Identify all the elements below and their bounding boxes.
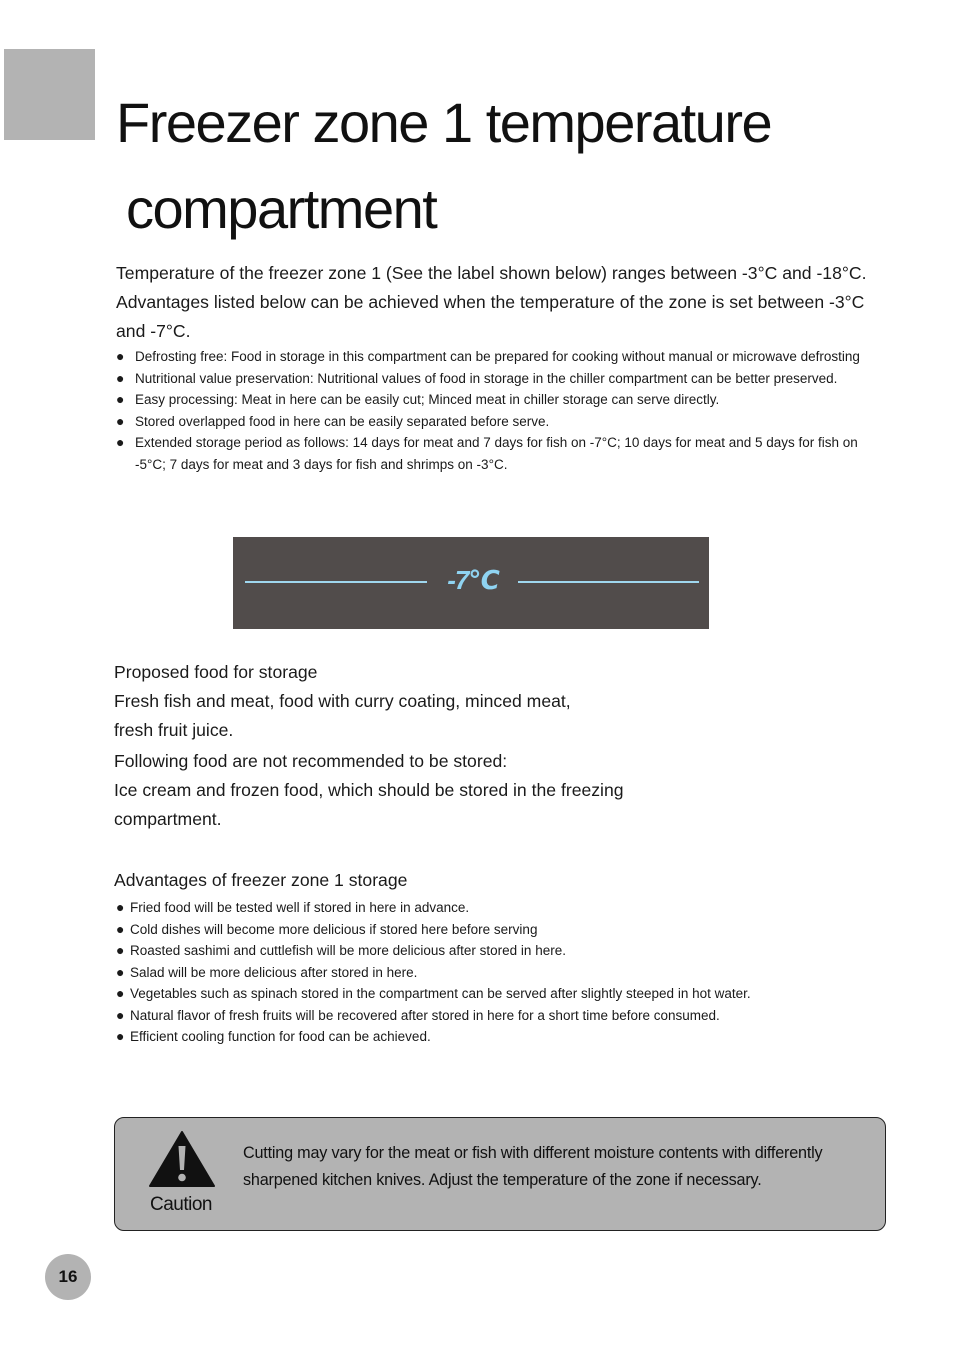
list-item	[116, 1005, 836, 1027]
storage-advantages-heading: Advantages of freezer zone 1 storage	[114, 870, 408, 890]
list-item	[116, 1026, 836, 1048]
list-item	[116, 389, 880, 411]
bullet-icon: ●	[116, 963, 125, 980]
bullet-icon: ●	[116, 920, 125, 937]
list-item	[116, 432, 880, 475]
list-item	[116, 962, 836, 984]
temperature-readout: -7℃	[447, 565, 499, 595]
bullet-icon: ●	[116, 348, 125, 364]
list-item-text: Vegetables such as spinach stored in the compartment can be served after slightly steeped in hot water.	[130, 986, 751, 1001]
bullet-icon: ●	[116, 899, 125, 915]
not-recommended-text-line2: compartment.	[114, 809, 222, 829]
display-line-left	[245, 581, 427, 583]
bullet-icon: ●	[116, 942, 125, 958]
list-item	[116, 411, 880, 433]
list-item-text: Nutritional value preservation: Nutritional values of food in storage in the chiller compartment can be better preserved.	[135, 370, 838, 386]
list-item-text: Defrosting free: Food in storage in this compartment can be prepared for cooking without manual or microwave defrosting	[135, 349, 860, 364]
warning-triangle-icon	[148, 1130, 216, 1188]
list-item	[116, 983, 836, 1005]
page-title-line2: compartment	[126, 177, 437, 240]
list-item	[116, 919, 836, 941]
page-title-line1: Freezer zone 1 temperature	[116, 91, 772, 154]
list-item-text: Extended storage period as follows: 14 days for meat and 7 days for fish on -7°C; 10 days for meat and 5 days for fish on -5°C; 7 days for meat and 3 days for fish and shrimps on -3°C.	[135, 435, 858, 472]
list-item-text: Salad will be more delicious after stored in here.	[130, 964, 418, 980]
caution-text: Cutting may vary for the meat or fish with different moisture contents with differently sharpened kitchen knives. Adjust the temperature of the zone if necessary.	[243, 1144, 823, 1189]
page-title	[116, 80, 771, 252]
bullet-icon: ●	[116, 412, 125, 429]
bullet-icon: ●	[116, 1006, 125, 1023]
list-item-text: Fried food will be tested well if stored in here in advance.	[130, 900, 470, 915]
caution-label: Caution	[150, 1194, 212, 1215]
bullet-icon: ●	[116, 369, 125, 386]
proposed-food-heading: Proposed food for storage	[114, 662, 318, 682]
proposed-food-text-line1: Fresh fish and meat, food with curry coating, minced meat,	[114, 691, 571, 711]
caution-box	[114, 1117, 886, 1231]
bullet-icon: ●	[116, 985, 125, 1001]
bullet-icon: ●	[116, 1028, 125, 1044]
page-number: 16	[45, 1254, 91, 1300]
list-item-text: Roasted sashimi and cuttlefish will be more delicious after stored in here.	[130, 943, 566, 958]
proposed-food-section	[114, 658, 571, 745]
intro-paragraph: Temperature of the freezer zone 1 (See the label shown below) ranges between -3°C and -18°C. Advantages listed below can be achieved when the temperature of the zone is set between -3°C and -7°C.	[116, 263, 867, 341]
list-item	[116, 940, 836, 962]
list-item-text: Easy processing: Meat in here can be easily cut; Minced meat in chiller storage can serve directly.	[135, 392, 720, 407]
list-item	[116, 897, 836, 919]
proposed-food-text-line2: fresh fruit juice.	[114, 720, 234, 740]
list-item	[116, 368, 880, 390]
advantages-list	[116, 346, 880, 475]
not-recommended-text-line1: Ice cream and frozen food, which should be stored in the freezing	[114, 780, 624, 800]
list-item-text: Cold dishes will become more delicious if stored here before serving	[130, 921, 538, 937]
list-item	[116, 346, 880, 368]
list-item-text: Natural flavor of fresh fruits will be recovered after stored in here for a short time before consumed.	[130, 1007, 720, 1023]
list-item-text: Stored overlapped food in here can be easily separated before serve.	[135, 413, 550, 429]
bullet-icon: ●	[116, 391, 125, 407]
bullet-icon: ●	[116, 434, 125, 450]
display-line-right	[518, 581, 699, 583]
list-item-text: Efficient cooling function for food can be achieved.	[130, 1029, 431, 1044]
not-recommended-heading: Following food are not recommended to be stored:	[114, 751, 508, 771]
storage-advantages-list	[116, 897, 836, 1048]
corner-tab-block	[4, 49, 95, 140]
temperature-display-panel	[233, 537, 709, 629]
not-recommended-section	[114, 747, 624, 834]
